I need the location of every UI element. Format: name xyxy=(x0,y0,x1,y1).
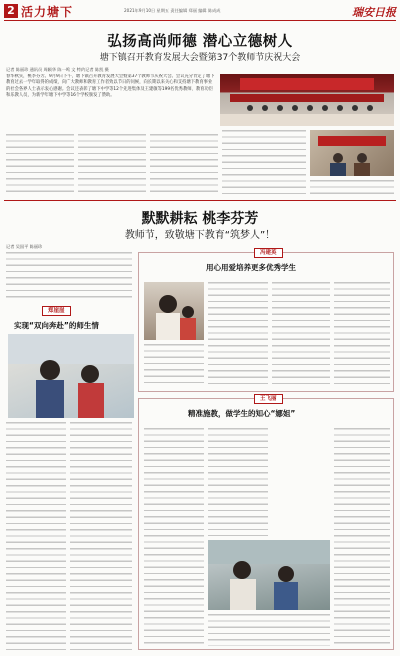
story2-intro xyxy=(6,252,132,302)
article3-body-col3 xyxy=(334,428,390,646)
article3-photo xyxy=(208,540,330,610)
article1-body-col2 xyxy=(70,422,132,650)
article1-title: 实现“双向奔赴”的师生情 xyxy=(14,321,99,330)
ceremony-photo-art xyxy=(220,74,394,126)
article3-tag: 王飞丽 xyxy=(254,394,283,404)
story1-body-col5 xyxy=(310,180,394,194)
page-masthead xyxy=(4,3,396,21)
article2-body-col4 xyxy=(334,282,390,388)
article2-body-col3 xyxy=(272,282,330,388)
article2-title: 用心用爱培养更多优秀学生 xyxy=(206,263,296,272)
article3-body-col2 xyxy=(208,428,268,536)
classroom-photo-art xyxy=(208,540,330,610)
award-photo-art xyxy=(310,130,394,176)
issue-meta: 2021年9月10日 星期五 责任编辑 郑丽 编辑 陈成成 xyxy=(124,8,221,13)
newspaper-logo: 瑞安日报 xyxy=(352,6,396,19)
article2-photo xyxy=(144,282,204,340)
section-divider xyxy=(4,200,396,201)
teacher-portrait-art xyxy=(144,282,204,340)
story1-body-col1 xyxy=(6,134,74,194)
story1-byline: 记者 陈丽珍 通讯员 周颖华 陈一鸣 文 特约记者 陈凯 摄 xyxy=(6,67,109,72)
story2-byline: 记者 吴国平 陈丽珍 xyxy=(6,244,43,249)
story1-body-col3 xyxy=(150,134,218,194)
article1-tag: 郑崖崖 xyxy=(42,306,71,316)
story1-photo xyxy=(220,74,394,126)
article2-tag: 冯建英 xyxy=(254,248,283,258)
story1-photo-2 xyxy=(310,130,394,176)
article3-title: 精准施教，做学生的知心“娜姐” xyxy=(188,409,296,418)
article3-body-col2b xyxy=(208,614,330,646)
story2-subheadline: 教师节，致敬塘下教育“筑梦人”！ xyxy=(124,230,276,241)
section-title: 活力塘下 xyxy=(21,5,74,19)
story2-headline: 默默耕耘 桃李芬芳 xyxy=(141,211,259,227)
story1-body-col4 xyxy=(222,130,306,194)
article3-body-col1 xyxy=(144,428,204,646)
article1-photo xyxy=(8,334,134,418)
teacher-student-photo-art xyxy=(8,334,134,418)
story1-lead: 春华秋实，桃李芬芳。9月9日下午，塘下镇召开教育发展大会暨第37个教师节庆祝大会。会议充分肯定了塘下教育过去一学年取得的成绩，向广大教师和教育工作者致以节日的问候，向长期以来关心和支持塘下教育事业的社会各界人士表示衷心感谢。会议还表彰了塘下中学等12个先进集体及王建敏等199名优秀教师、教育功臣和乐教人员，为新学年塘下中学等16个学校颁发了赞助。 xyxy=(6,74,215,98)
story1-body-col2 xyxy=(78,134,146,194)
article2-body-col1 xyxy=(144,344,204,388)
page-number: 2 xyxy=(4,4,18,18)
article2-body-col2 xyxy=(208,282,268,388)
article1-body-col1 xyxy=(6,422,66,650)
story1-headline: 弘扬高尚师德 潜心立德树人 xyxy=(107,33,293,50)
story1-subheadline: 塘下镇召开教育发展大会暨第37个教师节庆祝大会 xyxy=(99,53,301,63)
